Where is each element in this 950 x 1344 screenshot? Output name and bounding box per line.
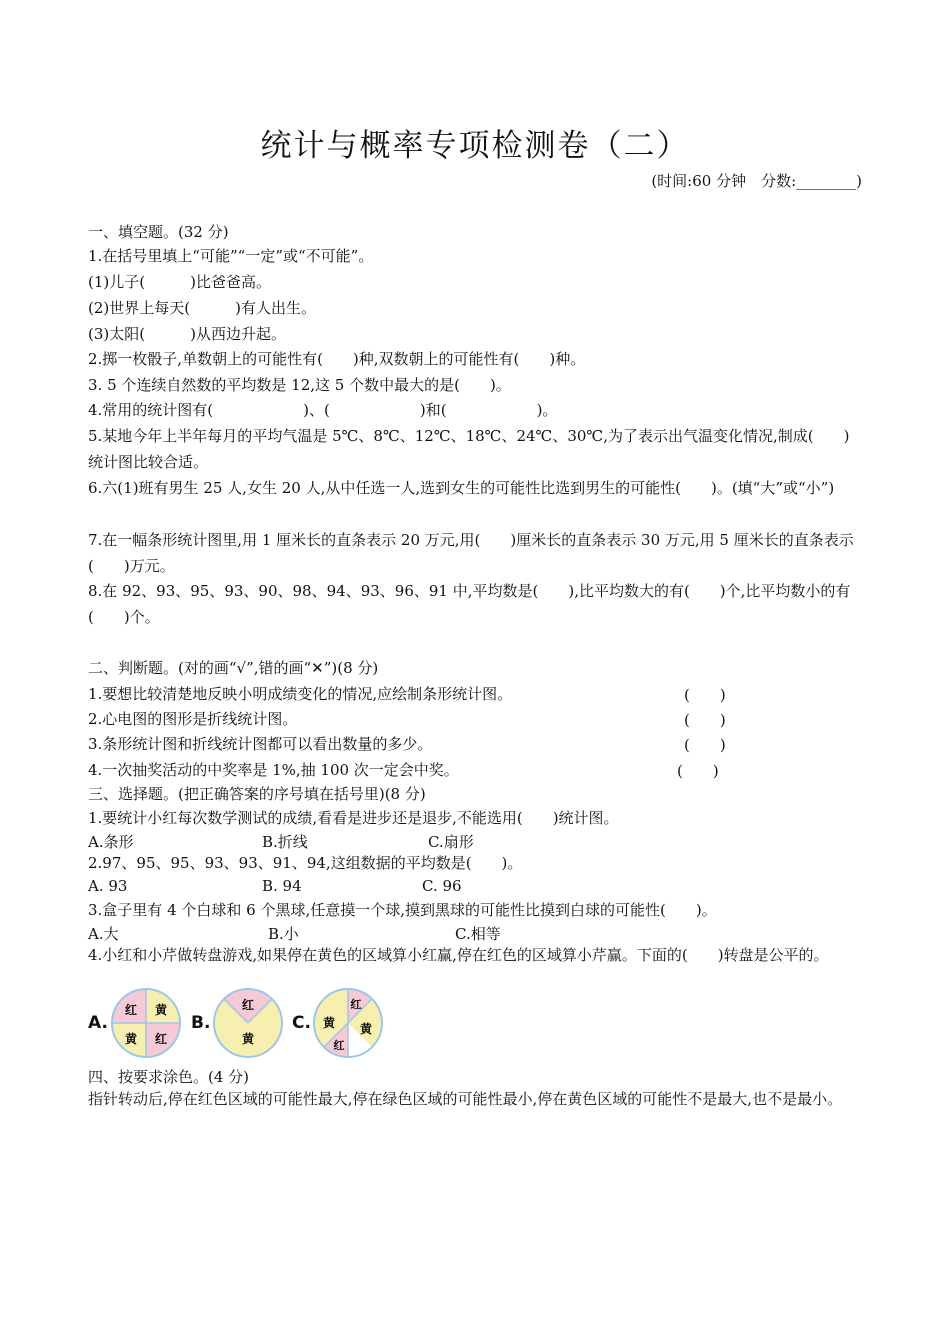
s1-q1-3: (3)太阳( )从西边升起。: [88, 325, 286, 343]
wheel-a-text-yellow-2: 黄: [124, 1032, 138, 1046]
s3-q3: 3.盒子里有 4 个白球和 6 个黑球,任意摸一个球,摸到黑球的可能性比摸到白球的可能性( )。: [88, 901, 717, 919]
s3-q2: 2.97、95、95、93、93、91、94,这组数据的平均数是( )。: [88, 854, 523, 872]
section1-heading: 一、填空题。(32 分): [88, 223, 229, 241]
time-score-info: (时间:60 分钟 分数:________): [651, 172, 862, 190]
s3-q2-option-b: B. 94: [262, 877, 302, 895]
s3-q4: 4.小红和小芹做转盘游戏,如果停在黄色的区域算小红赢,停在红色的区域算小芹赢。下面的( )转盘是公平的。: [88, 946, 829, 964]
wheel-c-text-yellow-1: 黄: [322, 1016, 336, 1030]
s1-q2: 2.掷一枚骰子,单数朝上的可能性有( )种,双数朝上的可能性有( )种。: [88, 350, 586, 368]
wheel-c-text-red-1: 红: [350, 998, 362, 1011]
section3-heading: 三、选择题。(把正确答案的序号填在括号里)(8 分): [88, 785, 426, 803]
s2-item-3: 3.条形统计图和折线统计图都可以看出数量的多少。: [88, 735, 433, 753]
s1-q1-1: (1)儿子( )比爸爸高。: [88, 273, 271, 291]
wheel-b: [212, 987, 284, 1059]
s3-q1: 1.要统计小红每次数学测试的成绩,看看是进步还是退步,不能选用( )统计图。: [88, 809, 619, 827]
s3-q3-option-b: B.小: [268, 925, 299, 943]
s1-q4: 4.常用的统计图有( )、( )和( )。: [88, 401, 558, 419]
wheel-b-label: B.: [191, 1013, 211, 1033]
s3-q1-option-a: A.条形: [88, 833, 134, 851]
s1-q5: 5.某地今年上半年每月的平均气温是 5℃、8℃、12℃、18℃、24℃、30℃,为了表示出气温变化情况,制成( )统计图比较合适。: [88, 427, 850, 471]
s1-q1: 1.在括号里填上“可能”“一定”或“不可能”。: [88, 247, 374, 265]
s2-item-1: 1.要想比较清楚地反映小明成绩变化的情况,应绘制条形统计图。: [88, 685, 513, 703]
s2-answer-paren-2: ( ): [684, 711, 726, 729]
wheel-c-text-red-2: 红: [333, 1039, 345, 1052]
s2-item-4: 4.一次抽奖活动的中奖率是 1%,抽 100 次一定会中奖。: [88, 761, 459, 779]
s2-answer-paren-1: ( ): [684, 686, 726, 704]
section4-heading: 四、按要求涂色。(4 分): [88, 1068, 250, 1086]
wheel-a-text-yellow-1: 黄: [154, 1003, 168, 1017]
s1-q6: 6.六(1)班有男生 25 人,女生 20 人,从中任选一人,选到女生的可能性比选到男生的可能性( )。(填“大”或“小”): [88, 479, 835, 497]
s4-text: 指针转动后,停在红色区域的可能性最大,停在绿色区域的可能性最小,停在黄色区域的可能性不是最大,也不是最小。: [88, 1090, 843, 1108]
wheel-c: [312, 987, 384, 1059]
s3-q3-option-a: A.大: [88, 925, 119, 943]
s2-item-2: 2.心电图的图形是折线统计图。: [88, 710, 298, 728]
s2-answer-paren-3: ( ): [684, 736, 726, 754]
s3-q3-option-c: C.相等: [455, 925, 501, 943]
s1-q3: 3. 5 个连续自然数的平均数是 12,这 5 个数中最大的是( )。: [88, 376, 511, 394]
wheel-b-text-red: 红: [241, 998, 255, 1012]
s1-q8: 8.在 92、93、95、93、90、98、94、93、96、91 中,平均数是( ),比平均数大的有( )个,比平均数小的有( )个。: [88, 582, 851, 626]
wheel-a: [110, 987, 182, 1059]
section2-heading: 二、判断题。(对的画“√”,错的画“✕”)(8 分): [88, 659, 379, 677]
wheel-c-label: C.: [292, 1013, 311, 1033]
s3-q2-option-c: C. 96: [422, 877, 462, 895]
wheel-a-label: A.: [88, 1013, 108, 1033]
s3-q1-option-c: C.扇形: [428, 833, 474, 851]
wheel-c-text-yellow-2: 黄: [359, 1022, 373, 1036]
wheel-a-text-red-1: 红: [124, 1003, 138, 1017]
page-title: 统计与概率专项检测卷（二）: [260, 128, 690, 164]
s1-q7: 7.在一幅条形统计图里,用 1 厘米长的直条表示 20 万元,用( )厘米长的直条表示 30 万元,用 5 厘米长的直条表示( )万元。: [88, 531, 854, 575]
s1-q1-2: (2)世界上每天( )有人出生。: [88, 299, 316, 317]
s3-q1-option-b: B.折线: [262, 833, 308, 851]
wheel-b-text-yellow: 黄: [241, 1032, 255, 1046]
wheel-a-text-red-2: 红: [154, 1032, 168, 1046]
s2-answer-paren-4: ( ): [677, 762, 719, 780]
s3-q2-option-a: A. 93: [88, 877, 128, 895]
